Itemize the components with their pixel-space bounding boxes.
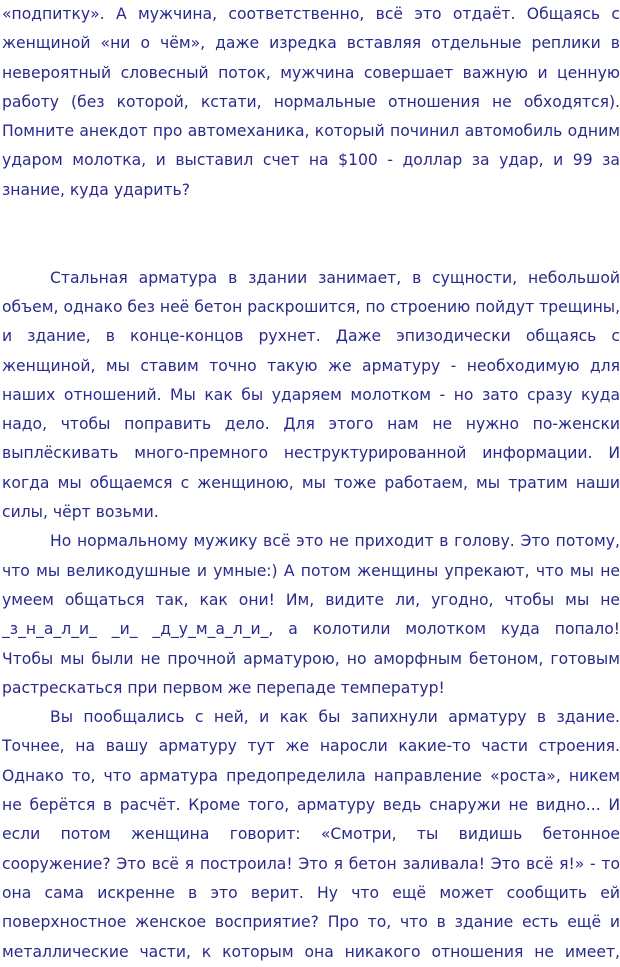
text-line: Вы пообщались с ней, и как бы запихнули арматуру в здание. [50,708,620,727]
text-line: и здание, в конце-концов рухнет. Даже эпизодически общаясь с [2,327,620,346]
text-line: Стальная арматура в здании занимает, в сущности, небольшой [50,268,620,287]
paragraph-3 [2,527,620,703]
text-line: ударом молотка, и выставил счет на $100 - доллар за удар, и 99 за [2,151,620,170]
text-line: поверхностное женское восприятие? Про то, что в здание есть ещё и [2,913,620,932]
text-line: Точнее, на вашу арматуру тут же наросли какие-то части строения. [2,737,620,756]
text-line: знание, куда ударить? [2,180,190,199]
paragraph-4 [2,703,620,967]
document-page [2,0,620,967]
text-line: объем, однако без неё бетон раскрошится, по строению пойдут трещины, [2,297,620,316]
text-line: надо, чтобы поправить дело. Для этого нам не нужно по-женски [2,415,620,434]
text-line: если потом женщина говорит: «Смотри, ты видишь бетонное [2,825,620,844]
text-line: работу (без которой, кстати, нормальные отношения не обходятся). [2,92,620,111]
text-line: Однако то, что арматура предопределила направление «роста», никем [2,766,620,785]
text-line: не берётся в расчёт. Кроме того, арматуру ведь снаружи не видно... И [2,796,620,815]
text-line: невероятный словесный поток, мужчина совершает важную и ценную [2,63,620,82]
text-line: что мы великодушные и умные:) А потом женщины упрекают, что мы не [2,561,620,580]
text-line: она сама искренне в это верит. Ну что ещё может сообщить ей [2,883,620,902]
text-line: когда мы общаемся с женщиною, мы тоже работаем, мы тратим наши [2,473,620,492]
text-line: _з_н_а_л_и_ _и_ _д_у_м_а_л_и_, а колотили молотком куда попало! [2,620,620,639]
text-line: сооружение? Это всё я построила! Это я бетон заливала! Это всё я!» - то [2,854,620,873]
paragraph-2 [2,264,620,528]
text-line: женщиной «ни о чём», даже изредка вставляя отдельные реплики в [2,34,620,53]
text-line: наших отношений. Мы как бы ударяем молотком - но зато сразу куда [2,385,620,404]
text-line: Помните анекдот про автомеханика, который починил автомобиль одним [2,122,620,141]
text-line: Но нормальному мужику всё это не приходит в голову. Это потому, [50,532,620,551]
text-line: растрескаться при первом же перепаде температур! [2,678,445,697]
paragraph-gap [2,205,620,264]
text-line: металлические части, к которым она никакого отношения не имеет, [2,942,620,961]
text-line: женщиной, мы ставим точно такую же арматуру - необходимую для [2,356,620,375]
text-line: Чтобы мы были не прочной арматурою, но аморфным бетоном, готовым [2,649,620,668]
text-line: умеем общаться так, как они! Им, видите ли, угодно, чтобы мы не [2,590,620,609]
paragraph-1 [2,0,620,205]
text-line: «подпитку». А мужчина, соответственно, всё это отдаёт. Общаясь с [2,5,620,23]
text-line: выплёскивать много-премного неструктурированной информации. И [2,444,620,463]
text-line: силы, чёрт возьми. [2,503,159,522]
